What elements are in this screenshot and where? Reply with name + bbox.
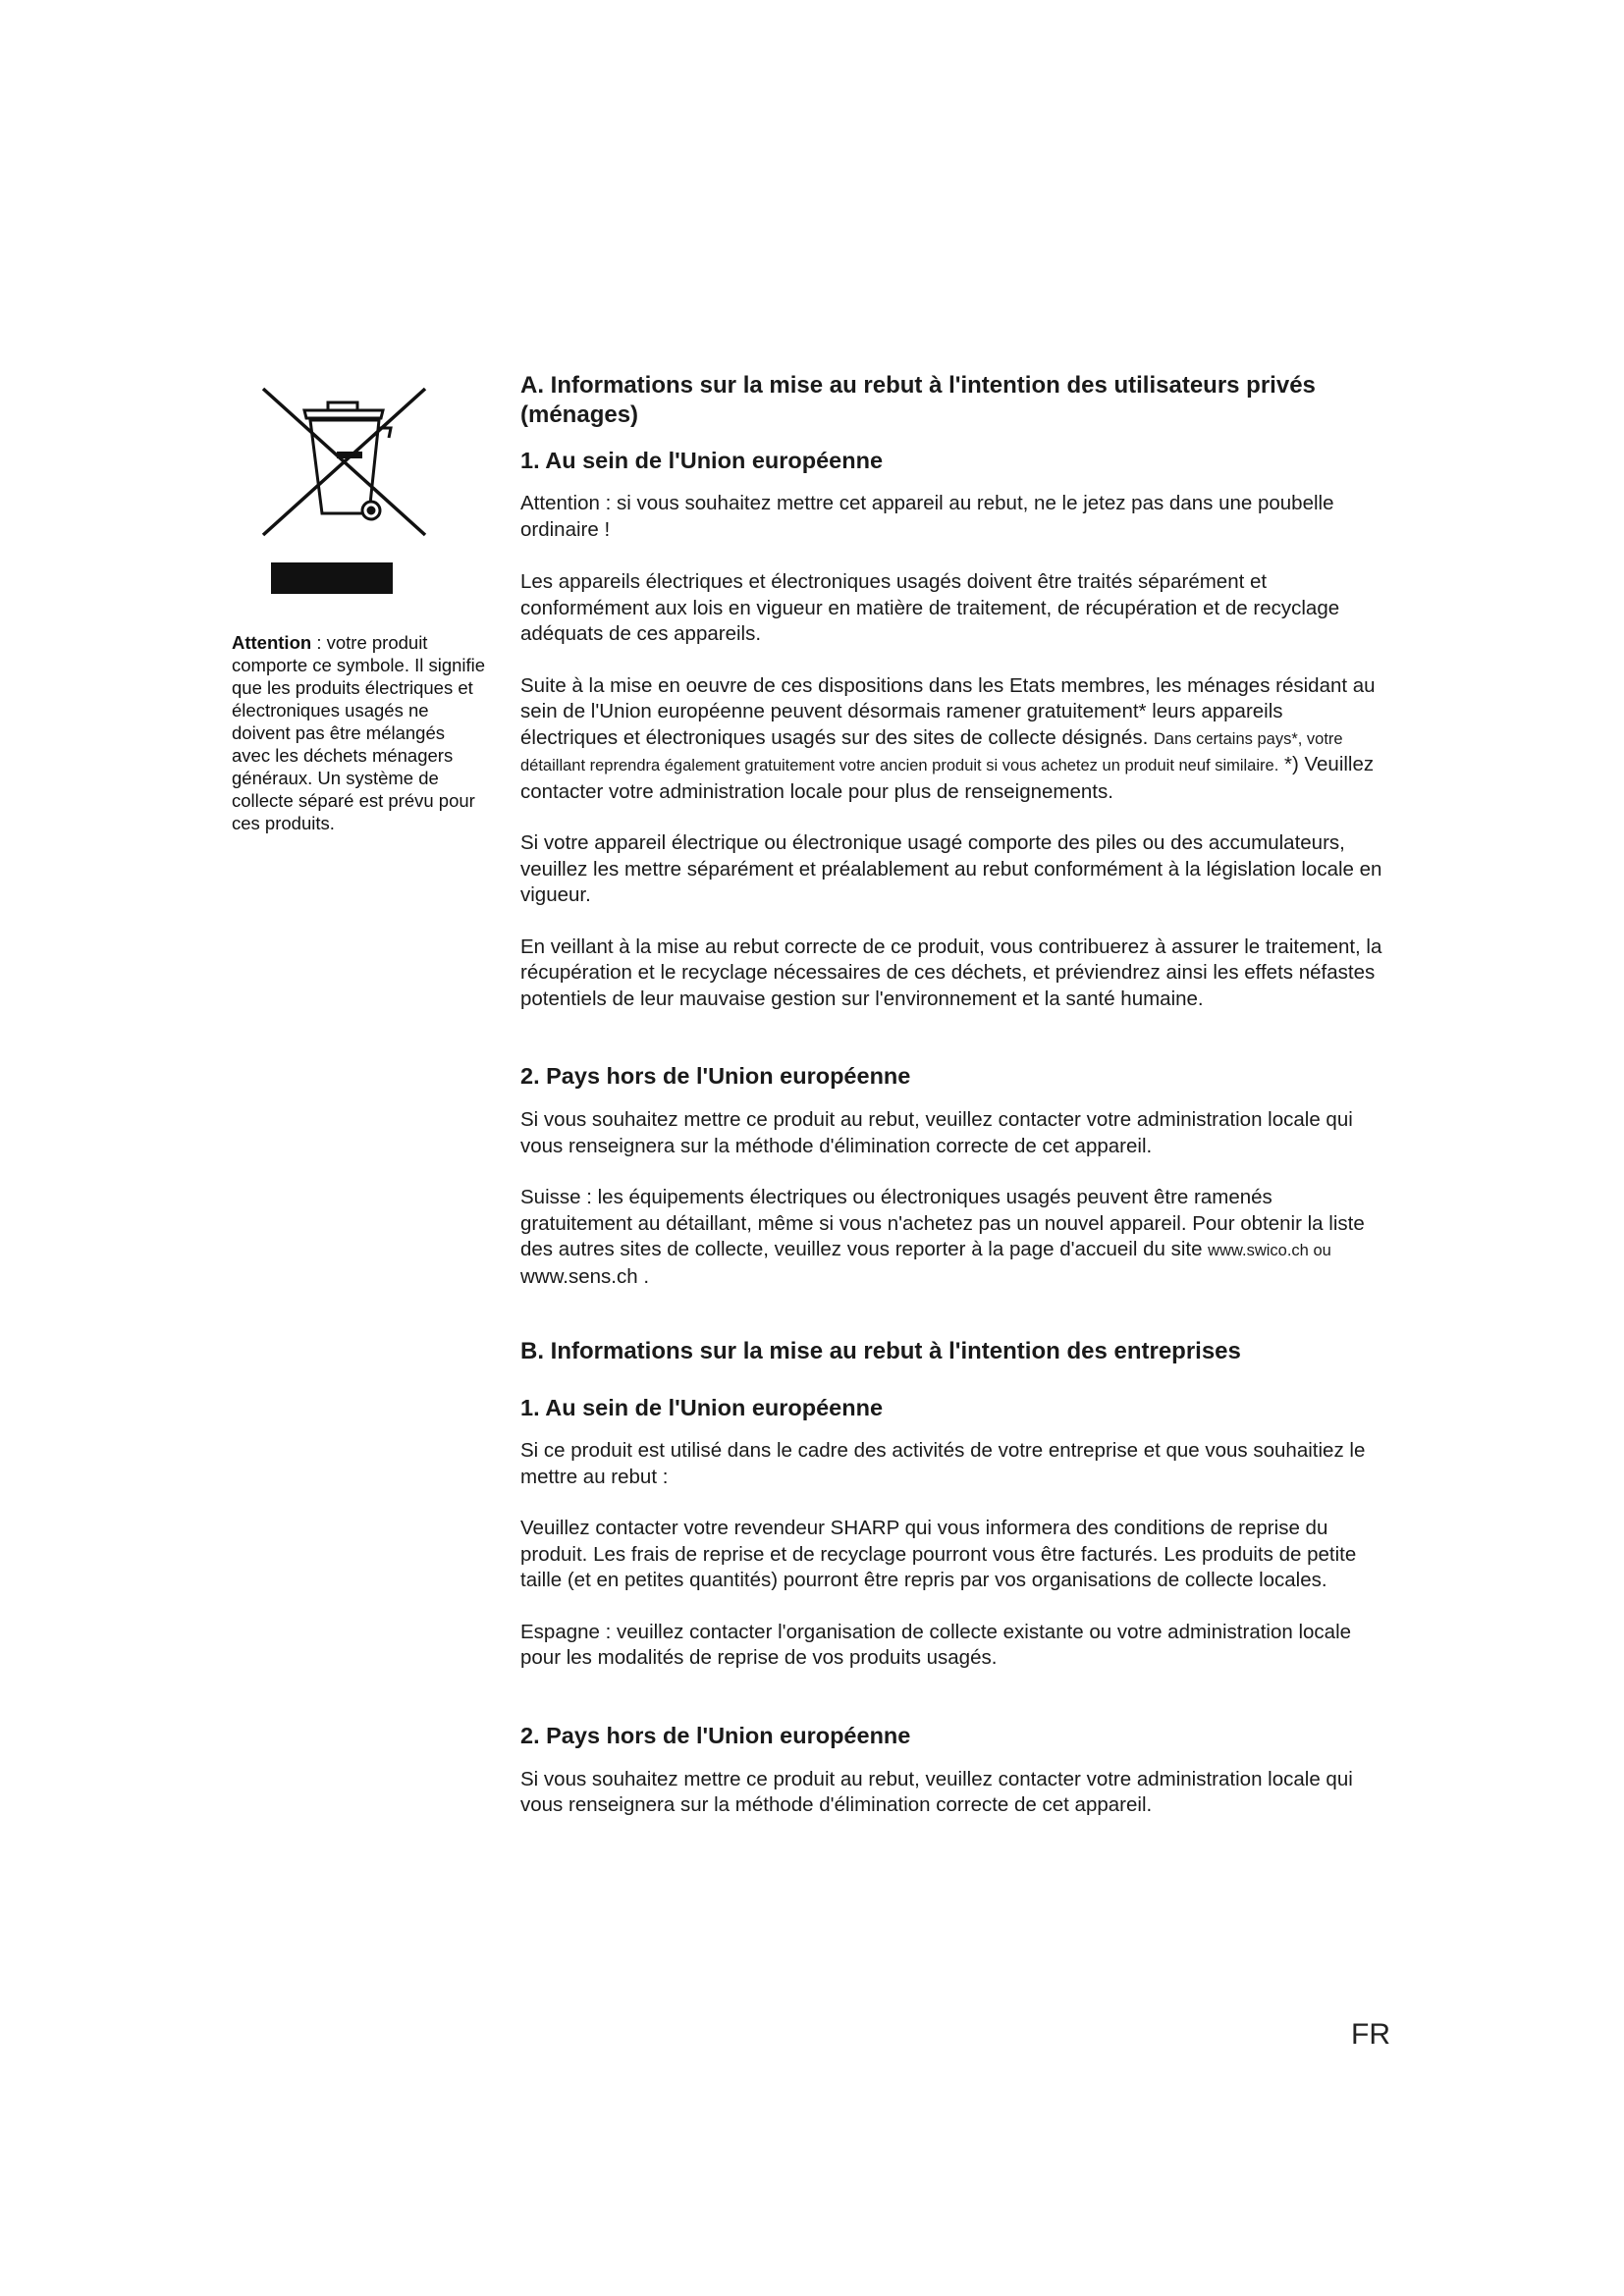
section-a-sub1-p2: Les appareils électriques et électroniques usagés doivent être traités séparément et conformément aux lois en vigueur en matière de traitement, de récupération et de recyclage adéquats de ces appareils. (520, 570, 1340, 645)
section-a-sub1-p3-text: Suite à la mise en oeuvre de ces dispositions dans les Etats membres, les ménages résidant au sein de l'Union européenne peuvent désormais ramener gratuitement* leurs appareils électriques et électroniques usagés sur des sites de collecte désignés. (520, 673, 1376, 749)
section-b-sub2-title: 2. Pays hors de l'Union européenne (520, 1722, 911, 1748)
section-a-sub2-p1: Si vous souhaitez mettre ce produit au rebut, veuillez contacter votre administration locale qui vous renseignera sur la méthode d'élimination correcte de cet appareil. (520, 1108, 1353, 1157)
sidebar-note (232, 631, 487, 834)
black-bar-marker (271, 562, 393, 594)
section-a-sub1-p3-small: Dans certains pays*, votre détaillant reprendra également gratuitement votre ancien produit si vous achetez un produit neuf similaire. (520, 729, 1343, 774)
section-a-sub1-p5: En veillant à la mise au rebut correcte de ce produit, vous contribuerez à assurer le traitement, la récupération et le recyclage nécessaires de ces déchets, et préviendrez ainsi les effets néfastes potentiels de leur mauvaise gestion sur l'environnement et la santé humaine. (520, 934, 1382, 1010)
swico-link[interactable]: www.swico.ch (1208, 1242, 1309, 1259)
section-b-sub2-p1: Si vous souhaitez mettre ce produit au rebut, veuillez contacter votre administration locale qui vous renseignera sur la méthode d'élimination correcte de cet appareil. (520, 1767, 1353, 1816)
section-b-sub1-p3: Espagne : veuillez contacter l'organisation de collecte existante ou votre administration locale pour les modalités de reprise de vos produits usagés. (520, 1620, 1352, 1669)
sidebar-note-bold: Attention (232, 632, 312, 653)
section-a-sub2-p2-end: . (637, 1264, 650, 1288)
section-a-sub1-title: 1. Au sein de l'Union européenne (520, 448, 884, 473)
section-b-sub1-title: 1. Au sein de l'Union européenne (520, 1395, 884, 1420)
section-a-title: A. Informations sur la mise au rebut à l'intention des utilisateurs privés (ménages) (520, 372, 1316, 428)
language-code: FR (1351, 2018, 1390, 2051)
section-a-sub2-p2 (520, 1185, 1384, 1290)
section-b-sub1-p1: Si ce produit est utilisé dans le cadre des activités de votre entreprise et que vous souhaitiez le mettre au rebut : (520, 1439, 1366, 1488)
section-b-sub1-p2: Veuillez contacter votre revendeur SHARP qui vous informera des conditions de reprise du produit. Les frais de reprise et de recyclage pourront vous être facturés. Les produits de petite taille (et en petites quantités) pourront être repris par vos organisations de collecte locales. (520, 1517, 1357, 1591)
section-a-sub2-title: 2. Pays hors de l'Union européenne (520, 1063, 911, 1089)
section-a-sub1-p3-end: *) Veuillez contacter votre administration locale pour plus de renseignements. (520, 753, 1375, 803)
main-content (520, 371, 1384, 1819)
crossed-out-wheelie-bin-icon (253, 381, 435, 543)
section-a-sub2-p2-or: ou (1308, 1242, 1331, 1259)
sidebar-note-text: : votre produit comporte ce symbole. Il signifie que les produits électriques et électroniques usagés ne doivent pas être mélangés avec les déchets ménagers généraux. Un système de collecte séparé est prévu pour ces produits. (232, 632, 486, 833)
section-a-sub1-p4: Si votre appareil électrique ou électronique usagé comporte des piles ou des accumulateurs, veuillez les mettre séparément et préalablement au rebut conformément à la législation locale en vigueur. (520, 831, 1382, 906)
sens-link[interactable]: www.sens.ch (520, 1264, 638, 1288)
section-a-sub2-p2-text: Suisse : les équipements électriques ou électroniques usagés peuvent être ramenés gratuitement au détaillant, même si vous n'achetez pas un nouvel appareil. Pour obtenir la liste des autres sites de collecte, veuillez vous reporter à la page d'accueil du site (520, 1186, 1365, 1260)
section-b-title: B. Informations sur la mise au rebut à l'intention des entreprises (520, 1338, 1241, 1364)
sidebar (232, 381, 487, 853)
section-a-sub1-p3 (520, 673, 1384, 806)
section-a-sub1-p1: Attention : si vous souhaitez mettre cet appareil au rebut, ne le jetez pas dans une poubelle ordinaire ! (520, 492, 1334, 541)
